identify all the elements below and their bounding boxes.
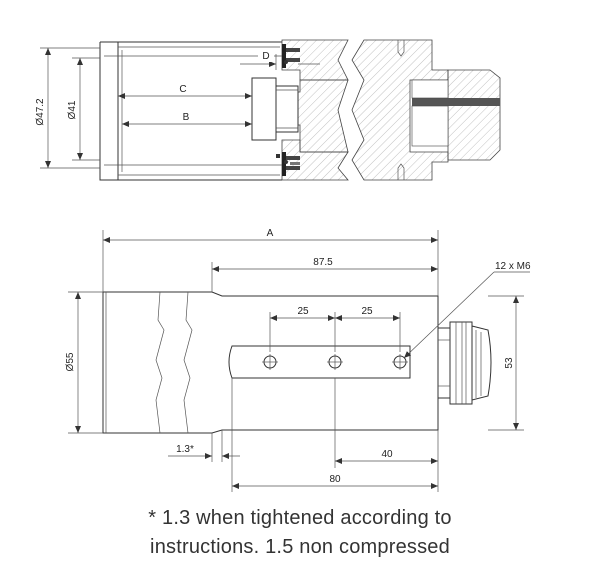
dim-height-53-label: 53 [504,357,515,369]
thread-callout-label: 12 x M6 [495,261,531,272]
dim-40-label: 40 [381,449,393,460]
footnote-line-1: * 1.3 when tightened according to [148,507,452,529]
gland-core [412,98,500,106]
dim-c-label: C [179,84,187,95]
dim-diameter-55-label: Ø55 [65,352,76,372]
dim-1-3-label: 1.3* [176,444,194,455]
cable-gland-block [448,70,500,160]
dim-outer-diameter-label: Ø47.2 [35,98,46,126]
dim-d-label: D [262,51,270,62]
dim-inner-diameter-label: Ø41 [67,100,78,120]
bottom-side-view [65,228,531,492]
dim-b-label: B [182,112,190,123]
dim-spacing-1-label: 25 [297,306,309,317]
footnote-line-2: instructions. 1.5 non compressed [150,536,450,558]
dim-spacing-2-label: 25 [361,306,373,317]
dim-a-label: A [266,228,274,239]
plug-face [252,78,276,140]
dim-80-label: 80 [329,474,341,485]
housing-body [298,80,348,152]
top-section-view [35,40,500,180]
mounting-flange [229,346,410,378]
dim-87-5-label: 87.5 [313,257,333,268]
cable-gland [438,322,491,404]
